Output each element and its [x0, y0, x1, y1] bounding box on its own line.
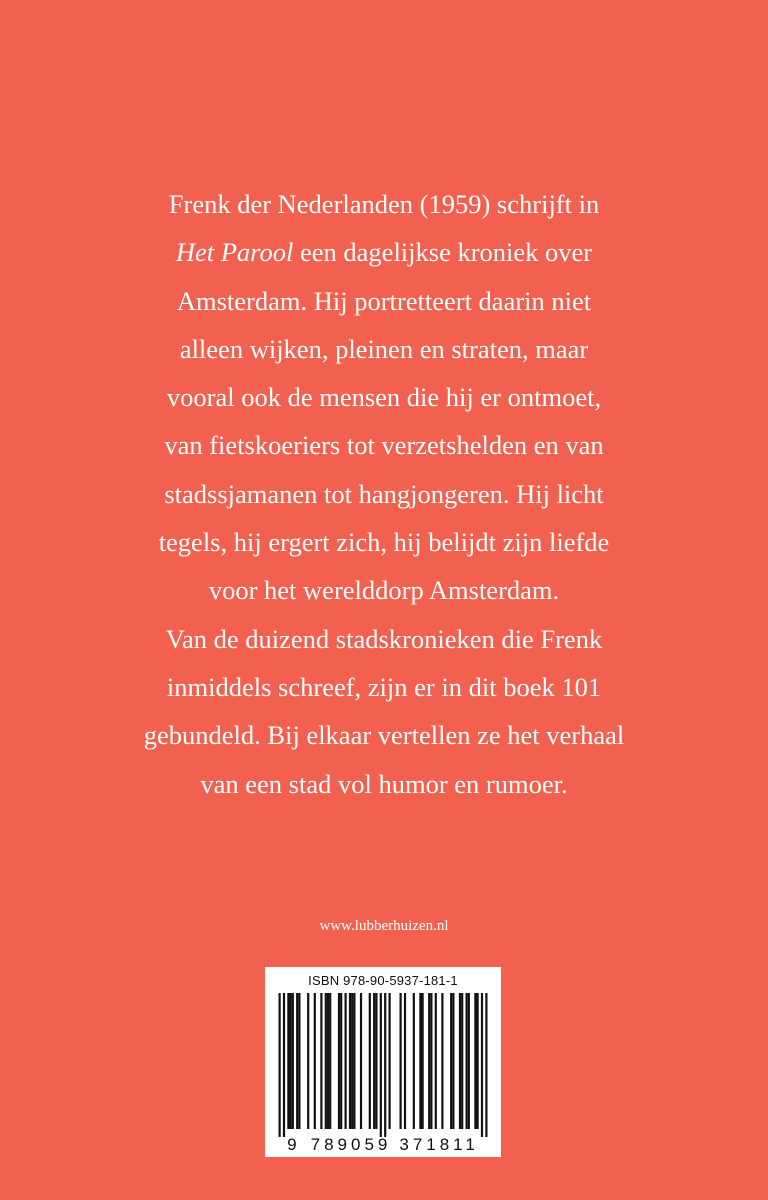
barcode-bar: [428, 993, 430, 1129]
ean-digits: [265, 1135, 501, 1155]
barcode-bar: [468, 993, 470, 1129]
barcode-bar: [430, 993, 432, 1129]
barcode-bar: [283, 993, 285, 1137]
barcode-bar: [314, 993, 316, 1129]
ean-right-group: 371811: [399, 1135, 479, 1154]
blurb-text-segment: Frenk der Nederlanden (1959) schrijft in: [168, 189, 600, 219]
barcode-bar: [466, 993, 468, 1129]
barcode-panel: [265, 967, 501, 1157]
blurb-text-segment: een dagelijkse kroniek over: [293, 237, 593, 268]
barcode-bar: [340, 993, 342, 1129]
blurb-text-segment: tegels, hij ergert zich, hij belijdt zijn liefde: [158, 527, 610, 558]
blurb-text-segment: van een stad vol humor en rumoer.: [200, 768, 568, 799]
barcode-bar: [287, 993, 289, 1129]
barcode-bar: [481, 993, 483, 1137]
barcode-bar: [474, 993, 476, 1129]
barcode-bar: [307, 993, 309, 1129]
blurb-line: [84, 421, 684, 469]
publisher-website: www.lubberhuizen.nl: [319, 918, 449, 934]
barcode-bar: [349, 993, 351, 1129]
barcode-bar: [450, 993, 452, 1129]
blurb-line: [84, 518, 684, 566]
barcode-bar: [298, 993, 300, 1129]
barcode-bar: [375, 993, 377, 1129]
blurb-text-segment: gebundeld. Bij elkaar vertellen ze het verhaal: [143, 720, 625, 751]
blurb-line: [84, 228, 684, 276]
blurb-text-segment: Van de duizend stadskronieken die Frenk: [165, 623, 603, 654]
barcode-bar: [360, 993, 362, 1129]
barcode-bar: [292, 993, 294, 1129]
blurb-line: [84, 663, 684, 711]
barcode-bar: [422, 993, 424, 1129]
ean-first-digit: 9: [287, 1135, 301, 1154]
ean-left-group: 789059: [310, 1135, 392, 1154]
barcode-bar: [353, 993, 355, 1129]
blurb-text-segment: alleen wijken, pleinen en straten, maar: [179, 333, 589, 364]
blurb-line: [84, 615, 684, 663]
blurb-text-segment: voor het werelddorp Amsterdam.: [208, 575, 560, 606]
blurb-line: [84, 566, 684, 614]
barcode-bar: [279, 993, 281, 1137]
blurb-line: [84, 180, 684, 228]
barcode-bar: [461, 993, 463, 1129]
newspaper-title: Het Parool: [175, 237, 294, 268]
blurb-text-segment: stadssjamanen tot hangjongeren. Hij licht: [164, 478, 604, 509]
barcode-bar: [404, 993, 406, 1129]
blurb-line: [84, 470, 684, 518]
barcode-bar: [384, 993, 386, 1137]
barcode-bar: [485, 993, 487, 1137]
barcode-bar: [477, 993, 479, 1129]
blurb-text-segment: vooral ook de mensen die hij er ontmoet,: [166, 382, 602, 413]
blurb-line: [84, 711, 684, 759]
barcode-bar: [345, 993, 347, 1129]
barcode-bar: [441, 993, 443, 1129]
blurb-text-segment: van fietskoeriers tot verzetshelden en van: [164, 430, 604, 461]
barcode-bar: [320, 993, 322, 1129]
barcode-bar: [329, 993, 331, 1129]
barcode-bar: [380, 993, 382, 1137]
barcode-bar: [338, 993, 340, 1129]
barcode-bar: [290, 993, 292, 1129]
barcode-bar: [419, 993, 421, 1129]
barcode-bar: [351, 993, 353, 1129]
barcode-bar: [435, 993, 437, 1129]
barcode-bar: [400, 993, 402, 1129]
blurb-line: [84, 277, 684, 325]
blurb-text-segment: Amsterdam. Hij portretteert daarin niet: [176, 285, 592, 316]
barcode-bar: [413, 993, 415, 1129]
blurb-text-segment: inmiddels schreef, zijn er in dit boek 101: [166, 671, 602, 702]
barcode-bar: [373, 993, 375, 1129]
barcode-bar: [296, 993, 298, 1129]
isbn-label: ISBN 978-90-5937-181-1: [308, 973, 458, 988]
blurb-line: [84, 325, 684, 373]
blurb-text: [84, 180, 684, 808]
barcode-bar: [369, 993, 371, 1129]
blurb-line: [84, 373, 684, 421]
barcode-bar: [452, 993, 454, 1129]
barcode-bar: [327, 993, 329, 1129]
barcode-bar: [389, 993, 391, 1129]
blurb-line: [84, 760, 684, 808]
barcode-bar: [459, 993, 461, 1129]
barcode-bars: [265, 967, 501, 1157]
barcode-bar: [325, 993, 327, 1129]
